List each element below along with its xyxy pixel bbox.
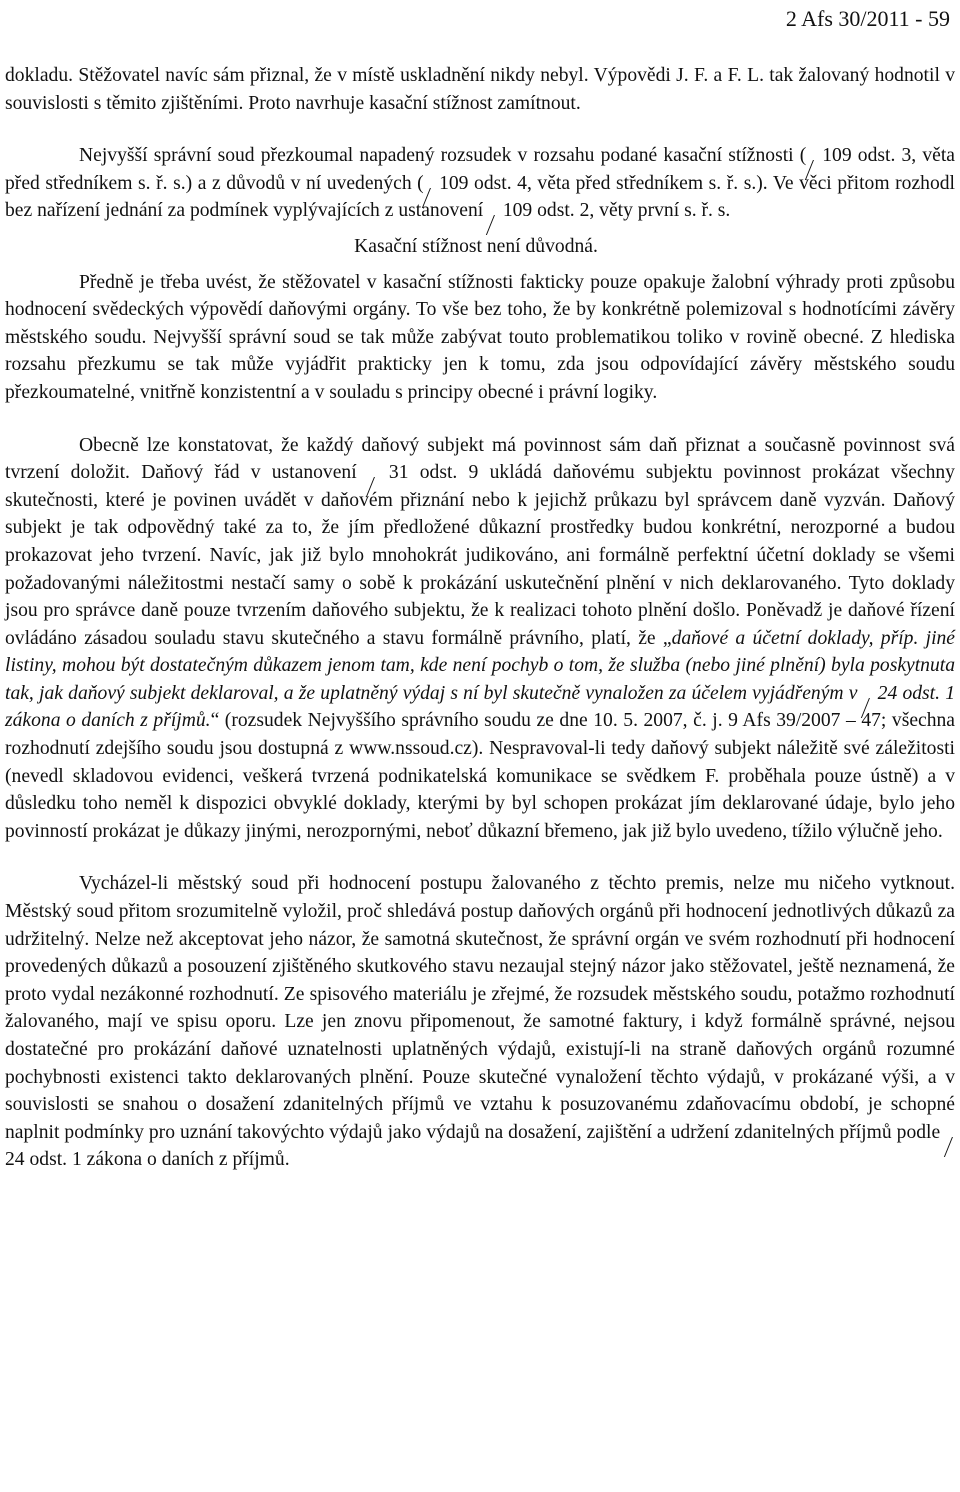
- document-body: [5, 62, 955, 1174]
- paragraph-objections: Předně je třeba uvést, že stěžovatel v kasační stížnosti fakticky pouze opakuje žalobní výhrady proti způsobu hodnocení svědeckých výpovědí daňovými orgány. To vše bez toho, že by konkrétně polemizoval s hodnotícími závěry městského soudu. Nejvyšší správní soud se tak může zabývat touto problematikou toliko v rovině obecné. Z hlediska rozsahu přezkumu se tak může vyjádřit prakticky jen k tomu, zda jsou odpovídající závěry městského soudu přezkoumatelné, vnitřně konzistentní a v souladu s principy obecné i právní logiky.: [5, 271, 955, 403]
- paragraph-conclusion: [5, 870, 955, 1174]
- paragraph-review-scope: [5, 142, 955, 225]
- case-reference: 2 Afs 30/2011 - 59: [785, 6, 950, 31]
- text-segment: 109 odst. 2, věty první s. ř. s.: [497, 200, 731, 222]
- quoted-judgment: daňové a účetní doklady, příp. jiné listiny, mohou být dostatečným důkazem jenom tam, kde není pochyb o tom, že služba (nebo jiné plnění) byla poskytnuta tak, jak daňový subjekt deklaroval, a že uplatněný výdaj s ní byl skutečně vynaložen za účelem vyjádřeným v 24 odst. 1 zákona o daních z příjmů.: [5, 627, 956, 732]
- text-segment: “ (rozsudek Nejvyššího správního soudu ze dne 10. 5. 2007, č. j. 9 Afs 39/2007 – 47; všechna rozhodnutí zdejšího soudu jsou dostupná z www.nssoud.cz). Nespravoval-li tedy daňový subjekt náležitě své záležitosti (nevedl skladovou evidenci, veškerá tvrzená podnikatelská komunikace se svědkem F. proběhala pouze ústně) a v důsledku toho neměl k dispozici obvyklé doklady, kterými by byl schopen prokázat jím deklarované údaje, bylo jeho povinností prokázat je důkazy jinými, nerozpornými, neboť důkazní břemeno, jak již bylo uvedeno, tížilo výlučně jeho.: [5, 710, 956, 842]
- text-segment: 109 odst. 3, věta před středníkem s. ř. s.) a z důvodů v ní uvedených (: [5, 145, 955, 194]
- verdict-heading: Kasační stížnost není důvodná.: [354, 235, 598, 257]
- text-segment: 31 odst. 9 ukládá daňovému subjektu povinnost prokázat všechny skutečnosti, které je povinen uvádět v daňovém přiznání nebo k jejichž průkazu byl správcem daně vyzván. Daňový subjekt je tak odpovědný také za to, že jím předložené důkazní prostředky budou konkrétní, nerozporné a budou prokazovat jeho tvrzení. Navíc, jak již bylo mnohokrát judikováno, ani formálně perfektní účetní doklady se všemi požadovanými náležitostmi nestačí samy o sobě k prokázání uskutečnění plnění v nich deklarovaného. Tyto doklady jsou pro správce daně pouze tvrzením daňového subjektu, že k realizaci tohoto plnění došlo. Poněvadž je daňové řízení ovládáno zásadou souladu stavu skutečného a stavu formálně právního, platí, že „: [5, 462, 955, 649]
- paragraph-burden-of-proof: [5, 432, 955, 846]
- text-segment: 109 odst. 4, věta před středníkem s. ř. s.). Ve věci přitom rozhodl bez nařízení jednání za podmínek vyplývajících z ustanovení: [5, 172, 955, 222]
- text-segment: Vycházel-li městský soud při hodnocení postupu žalovaného z těchto premis, nelze mu ničeho vytknout. Městský soud přitom srozumitelně vyložil, proč shledává postup daňových orgánů při hodnocení jednotlivých důkazů za udržitelný. Nelze než akceptovat jeho názor, že samotná skutečnost, že správní orgán ve svém rozhodnutí při hodnocení provedených důkazů a posouzení zjištěného skutkového stavu nezaujal stejný názor jako stěžovatel, ještě neznamená, že proto vydal nezákonné rozhodnutí. Ze spisového materiálu je zřejmé, že rozsudek městského soudu, potažmo rozhodnutí žalovaného, mají ve spisu oporu. Lze jen znovu připomenout, že samotné faktury, i když formálně správné, nejsou dostatečné pro prokázání daňové uznatelnosti uplatněných výdajů, existují-li na straně daňových orgánů rozumné pochybnosti existenci takto deklarovaných plnění. Pouze skutečné vynaložení těchto výdajů, v prokázané výši, a v souvislosti se snahou o dosažení zdanitelných příjmů ve vztahu k posuzovanému zdaňovacímu období, je schopné naplnit podmínky pro uznání takovýchto výdajů jako výdajů na dosažení, zajištění a udržení zdanitelných příjmů podle: [5, 873, 955, 1143]
- paragraph-intro: dokladu. Stěžovatel navíc sám přiznal, že v místě uskladnění nikdy nebyl. Výpovědi J. F. a F. L. tak žalovaný hodnotil v souvislosti s těmito zjištěními. Proto navrhuje kasační stížnost zamítnout.: [5, 65, 955, 114]
- text-segment: 24 odst. 1 zákona o daních z příjmů.: [5, 1149, 290, 1171]
- text-segment: Nejvyšší správní soud přezkoumal napadený rozsudek v rozsahu podané kasační stížnosti (: [79, 145, 807, 167]
- text-segment: Obecně lze konstatovat, že každý daňový subjekt má povinnost sám daň přiznat a současně povinnost svá tvrzení doložit. Daňový řád v ustanovení: [5, 434, 955, 484]
